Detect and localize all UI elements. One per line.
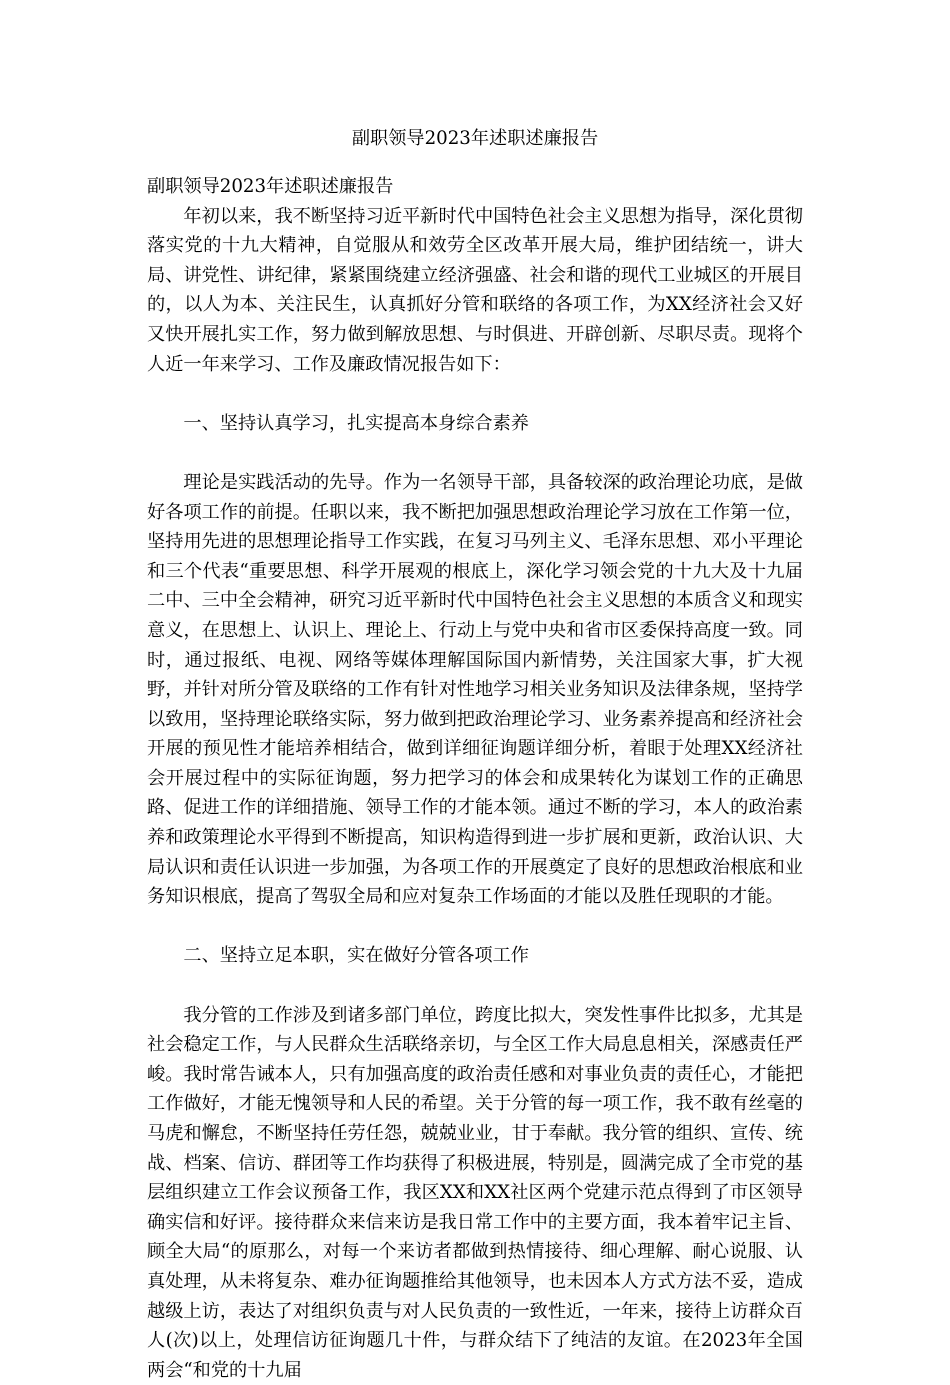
section-1-paragraph: 理论是实践活动的先导。作为一名领导干部，具备较深的政治理论功底，是做好各项工作的前提。任职以来，我不断把加强思想政治理论学习放在工作第一位，坚持用先进的思想理论指导工作实践，在复习马列主义、毛泽东思想、邓小平理论和三个代表“重要思想、科学开展观的根底上，深化学习领会党的十九大及十九届二中、三中全会精神，研究习近平新时代中国特色社会主义思想的本质含义和现实意义，在思想上、认识上、理论上、行动上与党中央和省市区委保持高度一致。同时，通过报纸、电视、网络等媒体理解国际国内新情势，关注国家大事，扩大视野，并针对所分管及联络的工作有针对性地学习相关业务知识及法律条规，坚持学以致用，坚持理论联络实际，努力做到把政治理论学习、业务素养提高和经济社会开展的预见性才能培养相结合，做到详细征询题详细分析，着眼于处理XX经济社会开展过程中的实际征询题，努力把学习的体会和成果转化为谋划工作的正确思路、促进工作的详细措施、领导工作的才能本领。通过不断的学习，本人的政治素养和政策理论水平得到不断提高，知识构造得到进一步扩展和更新，政治认识、大局认识和责任认识进一步加强，为各项工作的开展奠定了良好的思想政治根底和业务知识根底，提高了驾驭全局和应对复杂工作场面的才能以及胜任现职的才能。 <box>147 471 803 908</box>
section-2-paragraph: 我分管的工作涉及到诸多部门单位，跨度比拟大，突发性事件比拟多，尤其是社会稳定工作，与人民群众生活联络亲切，与全区工作大局息息相关，深感责任严峻。我时常告诫本人，只有加强高度的政治责任感和对事业负责的责任心，才能把工作做好，才能无愧领导和人民的希望。关于分管的每一项工作，我不敢有丝毫的马虎和懈怠，不断坚持任劳任怨，兢兢业业，甘于奉献。我分管的组织、宣传、统战、档案、信访、群团等工作均获得了积极进展，特别是，圆满完成了全市党的基层组织建立工作会议预备工作，我区XX和XX社区两个党建示范点得到了市区领导确实信和好评。接待群众来信来访是我日常工作中的主要方面，我本着牢记主旨、顾全大局“的原那么，对每一个来访者都做到热情接待、细心理解、耐心说服、认真处理，从未将复杂、难办征询题推给其他领导，也未因本人方式方法不妥，造成越级上访，表达了对组织负责与对人民负责的一致性近，一年来，接待上访群众百人(次)以上，处理信访征询题几十件，与群众结下了纯洁的友谊。在2023年全国两会“和党的十九届 <box>147 1004 803 1381</box>
paragraph-gap <box>147 438 803 468</box>
document-body <box>147 172 803 1385</box>
section-2-heading: 二、坚持立足本职，实在做好分管各项工作 <box>183 945 529 967</box>
paragraph-gap <box>147 971 803 1001</box>
section-1-heading: 一、坚持认真学习，扎实提高本身综合素养 <box>183 412 529 434</box>
document-subtitle: 副职领导2023年述职述廉报告 <box>147 176 394 197</box>
paragraph-gap <box>147 379 803 409</box>
intro-paragraph: 年初以来，我不断坚持习近平新时代中国特色社会主义思想为指导，深化贯彻落实党的十九大精神，自觉服从和效劳全区改革开展大局，维护团结统一，讲大局、讲党性、讲纪律，紧紧围绕建立经济强盛、社会和谐的现代工业城区的开展目的，以人为本、关注民生，认真抓好分管和联络的各项工作，为XX经济社会又好又快开展扎实工作，努力做到解放思想、与时俱进、开辟创新、尽职尽责。现将个人近一年来学习、工作及廉政情况报告如下： <box>147 205 803 375</box>
paragraph-gap <box>147 912 803 942</box>
document-title: 副职领导2023年述职述廉报告 <box>351 128 599 149</box>
